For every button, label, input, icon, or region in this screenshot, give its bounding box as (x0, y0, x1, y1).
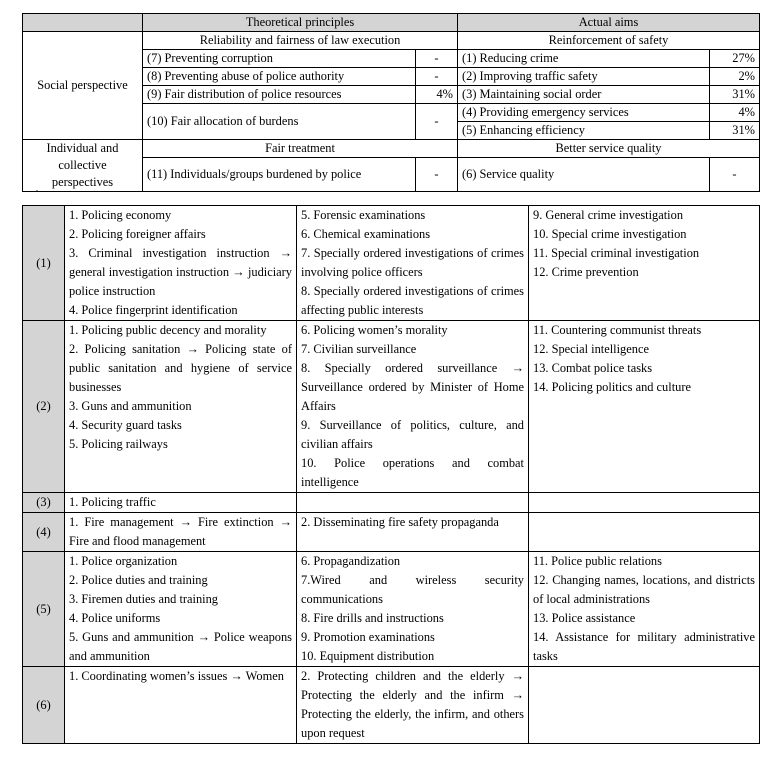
task-item: 2. Policing foreigner affairs (69, 227, 206, 241)
principle-label: (7) Preventing corruption (143, 50, 416, 68)
social-perspective-label: Social perspective (23, 32, 143, 140)
task-item: 9. Promotion examinations (301, 630, 435, 644)
task-item: 12. Special intelligence (533, 342, 649, 356)
task-cell (297, 513, 529, 552)
separator-mark (36, 190, 38, 191)
principle-value: 4% (416, 86, 458, 104)
task-item: 9. General crime investigation (533, 208, 684, 222)
task-item: 3. Firemen duties and training (69, 592, 219, 606)
principle-label: (8) Preventing abuse of police authority (143, 68, 416, 86)
task-item: 14. Policing politics and culture (533, 380, 691, 394)
task-item: 13. Combat police tasks (533, 361, 653, 375)
task-item: 1. Policing economy (69, 208, 172, 222)
aim-label: (6) Service quality (458, 158, 710, 192)
actual-aims-header: Actual aims (458, 14, 760, 32)
principle-value: - (416, 68, 458, 86)
task-cell (529, 206, 760, 321)
task-item: 5. Policing railways (69, 437, 168, 451)
task-item: 5. Guns and ammunition → Police weapons and ammunition (69, 630, 292, 663)
task-row (23, 493, 760, 513)
better-service-heading: Better service quality (458, 140, 760, 158)
aim-label: (5) Enhancing efficiency (458, 122, 710, 140)
task-cell (529, 513, 760, 552)
aim-label: (3) Maintaining social order (458, 86, 710, 104)
task-row (23, 321, 760, 493)
row-number: (4) (23, 513, 65, 552)
row-number: (6) (23, 667, 65, 744)
task-item: 7. Civilian surveillance (301, 342, 417, 356)
row-number: (5) (23, 552, 65, 667)
task-cell (65, 552, 297, 667)
task-item: 6. Chemical examinations (301, 227, 431, 241)
aim-label: (2) Improving traffic safety (458, 68, 710, 86)
task-item: 11. Police public relations (533, 554, 662, 568)
task-cell (297, 667, 529, 744)
task-cell (65, 321, 297, 493)
principle-value: - (416, 50, 458, 68)
task-item: 8. Fire drills and instructions (301, 611, 444, 625)
task-row (23, 667, 760, 744)
principle-label: (9) Fair distribution of police resources (143, 86, 416, 104)
task-cell (529, 321, 760, 493)
task-cell (529, 667, 760, 744)
aim-value: 4% (710, 104, 760, 122)
aim-value: 27% (710, 50, 760, 68)
task-row (23, 552, 760, 667)
task-item: 1. Policing public decency and morality (69, 323, 267, 337)
principle-value: - (416, 104, 458, 140)
task-cell (529, 552, 760, 667)
task-item: 2. Protecting children and the elderly → Protecting the elderly and the infirm → Protecting the elderly, the infirm, and others upon request (301, 669, 524, 740)
task-cell (65, 513, 297, 552)
task-item: 11. Countering communist threats (533, 323, 702, 337)
task-item: 4. Police fingerprint identification (69, 303, 238, 317)
task-item: 2. Police duties and training (69, 573, 208, 587)
principle-label: (10) Fair allocation of burdens (143, 104, 416, 140)
aim-value: - (710, 158, 760, 192)
task-item: 3. Criminal investigation instruction → general investigation instruction → judiciary police instruction (69, 246, 292, 298)
task-row (23, 513, 760, 552)
individual-perspective-label: Individual and collective perspectives (23, 140, 143, 192)
task-item: 4. Security guard tasks (69, 418, 182, 432)
task-cell (297, 493, 529, 513)
task-item: 1. Fire management → Fire extinction → Fire and flood management (69, 515, 292, 548)
task-item: 7.Wired and wireless security communications (301, 573, 524, 606)
row-number: (3) (23, 493, 65, 513)
row-number: (1) (23, 206, 65, 321)
task-item: 7. Specially ordered investigations of crimes involving police officers (301, 246, 524, 279)
task-item: 12. Crime prevention (533, 265, 639, 279)
task-item: 2. Policing sanitation → Policing state of public sanitation and hygiene of service businesses (69, 342, 292, 394)
task-item: 10. Special crime investigation (533, 227, 687, 241)
aim-label: (1) Reducing crime (458, 50, 710, 68)
principle-label: (11) Individuals/groups burdened by police (143, 158, 416, 192)
task-item: 3. Guns and ammunition (69, 399, 192, 413)
task-item: 12. Changing names, locations, and districts of local administrations (533, 573, 755, 606)
task-item: 2. Disseminating fire safety propaganda (301, 515, 499, 529)
police-tasks-table (22, 205, 760, 744)
task-item: 11. Special criminal investigation (533, 246, 700, 260)
task-cell (65, 493, 297, 513)
task-item: 14. Assistance for military administrative tasks (533, 630, 755, 663)
principle-value: - (416, 158, 458, 192)
task-item: 10. Equipment distribution (301, 649, 435, 663)
task-item: 4. Police uniforms (69, 611, 161, 625)
reliability-heading: Reliability and fairness of law execution (143, 32, 458, 50)
task-item: 1. Police organization (69, 554, 178, 568)
aim-value: 31% (710, 122, 760, 140)
task-row (23, 206, 760, 321)
task-cell (65, 667, 297, 744)
principles-aims-table (22, 13, 760, 192)
task-item: 13. Police assistance (533, 611, 636, 625)
corner-cell (23, 14, 143, 32)
tasks-body (23, 206, 760, 744)
aim-value: 2% (710, 68, 760, 86)
task-item: 6. Policing women’s morality (301, 323, 448, 337)
theoretical-principles-header: Theoretical principles (143, 14, 458, 32)
task-item: 9. Surveillance of politics, culture, and civilian affairs (301, 418, 524, 451)
task-item: 10. Police operations and combat intelligence (301, 456, 524, 489)
task-item: 1. Policing traffic (69, 495, 156, 509)
task-cell (529, 493, 760, 513)
task-cell (297, 552, 529, 667)
row-number: (2) (23, 321, 65, 493)
task-item: 8. Specially ordered investigations of crimes affecting public interests (301, 284, 524, 317)
task-item: 6. Propagandization (301, 554, 401, 568)
aim-label: (4) Providing emergency services (458, 104, 710, 122)
aim-value: 31% (710, 86, 760, 104)
task-cell (65, 206, 297, 321)
task-cell (297, 206, 529, 321)
task-item: 8. Specially ordered surveillance → Surveillance ordered by Minister of Home Affairs (301, 361, 524, 413)
fair-treatment-heading: Fair treatment (143, 140, 458, 158)
reinforcement-heading: Reinforcement of safety (458, 32, 760, 50)
task-cell (297, 321, 529, 493)
task-item: 1. Coordinating women’s issues → Women (69, 669, 284, 683)
task-item: 5. Forensic examinations (301, 208, 426, 222)
